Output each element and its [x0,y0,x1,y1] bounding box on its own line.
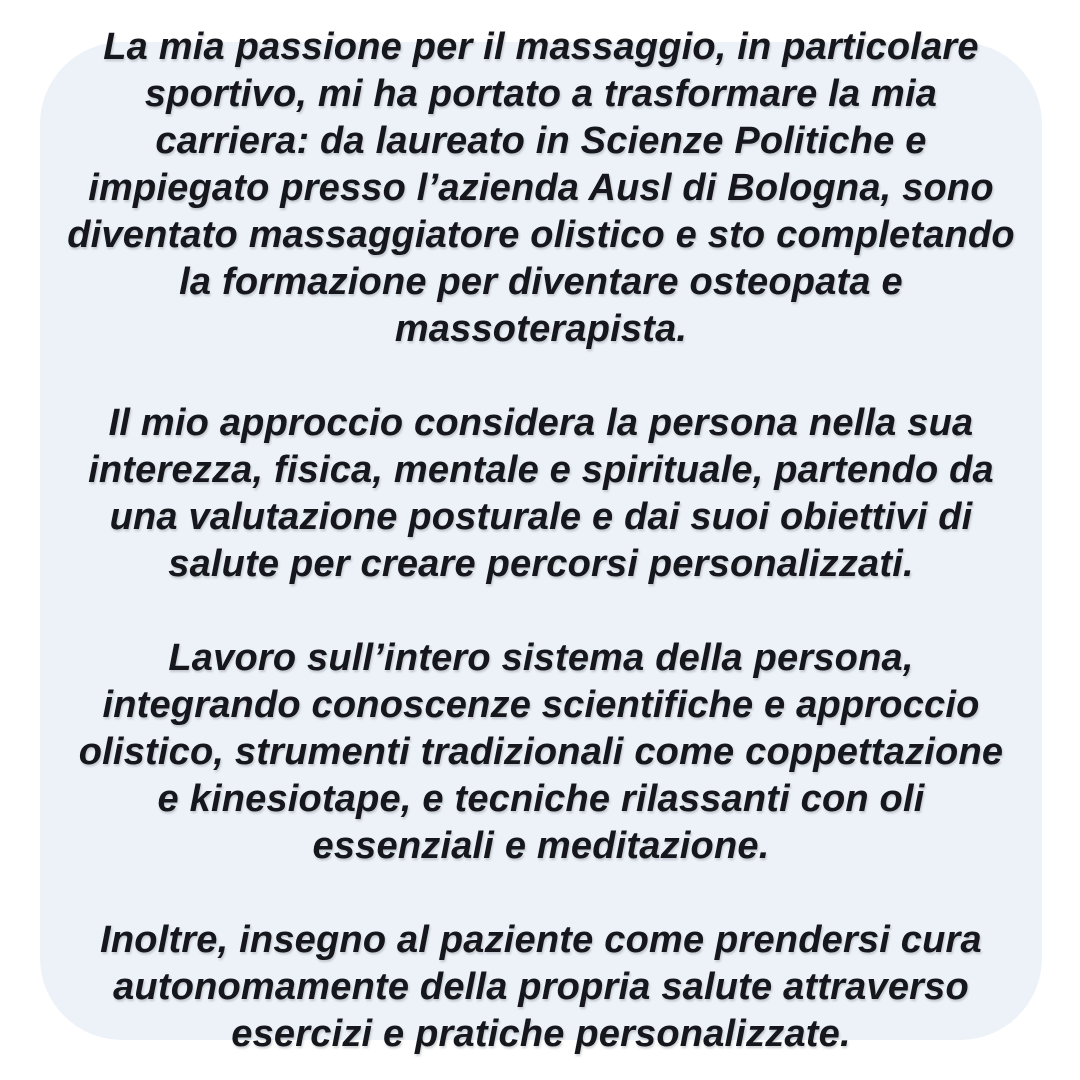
bio-paragraph-career: La mia passione per il massaggio, in particolare sportivo, mi ha portato a trasformare la mia carriera: da laureato in Scienze Politiche e impiegato presso l’azienda Ausl di Bologna, sono diventato massaggiatore olistico e sto completando la formazione per diventare osteopata e massoterapista. [67,26,1015,350]
bio-paragraph-methods: Lavoro sull’intero sistema della persona, integrando conoscenze scientifiche e approccio olistico, strumenti tradizionali come coppettazione e kinesiotape, e tecniche rilassanti con oli essenziali e meditazione. [78,637,1004,867]
bio-quote-card [40,26,1042,1055]
bio-paragraph-approach: Il mio approccio considera la persona nella sua interezza, fisica, mentale e spirituale, partendo da una valutazione posturale e dai suoi obiettivi di salute per creare percorsi personalizzati. [88,402,994,585]
bio-text-block [65,24,1017,1058]
bio-paragraph-teaching: Inoltre, insegno al paziente come prendersi cura autonomamente della propria salute attraverso esercizi e pratiche personalizzate. [100,919,982,1055]
